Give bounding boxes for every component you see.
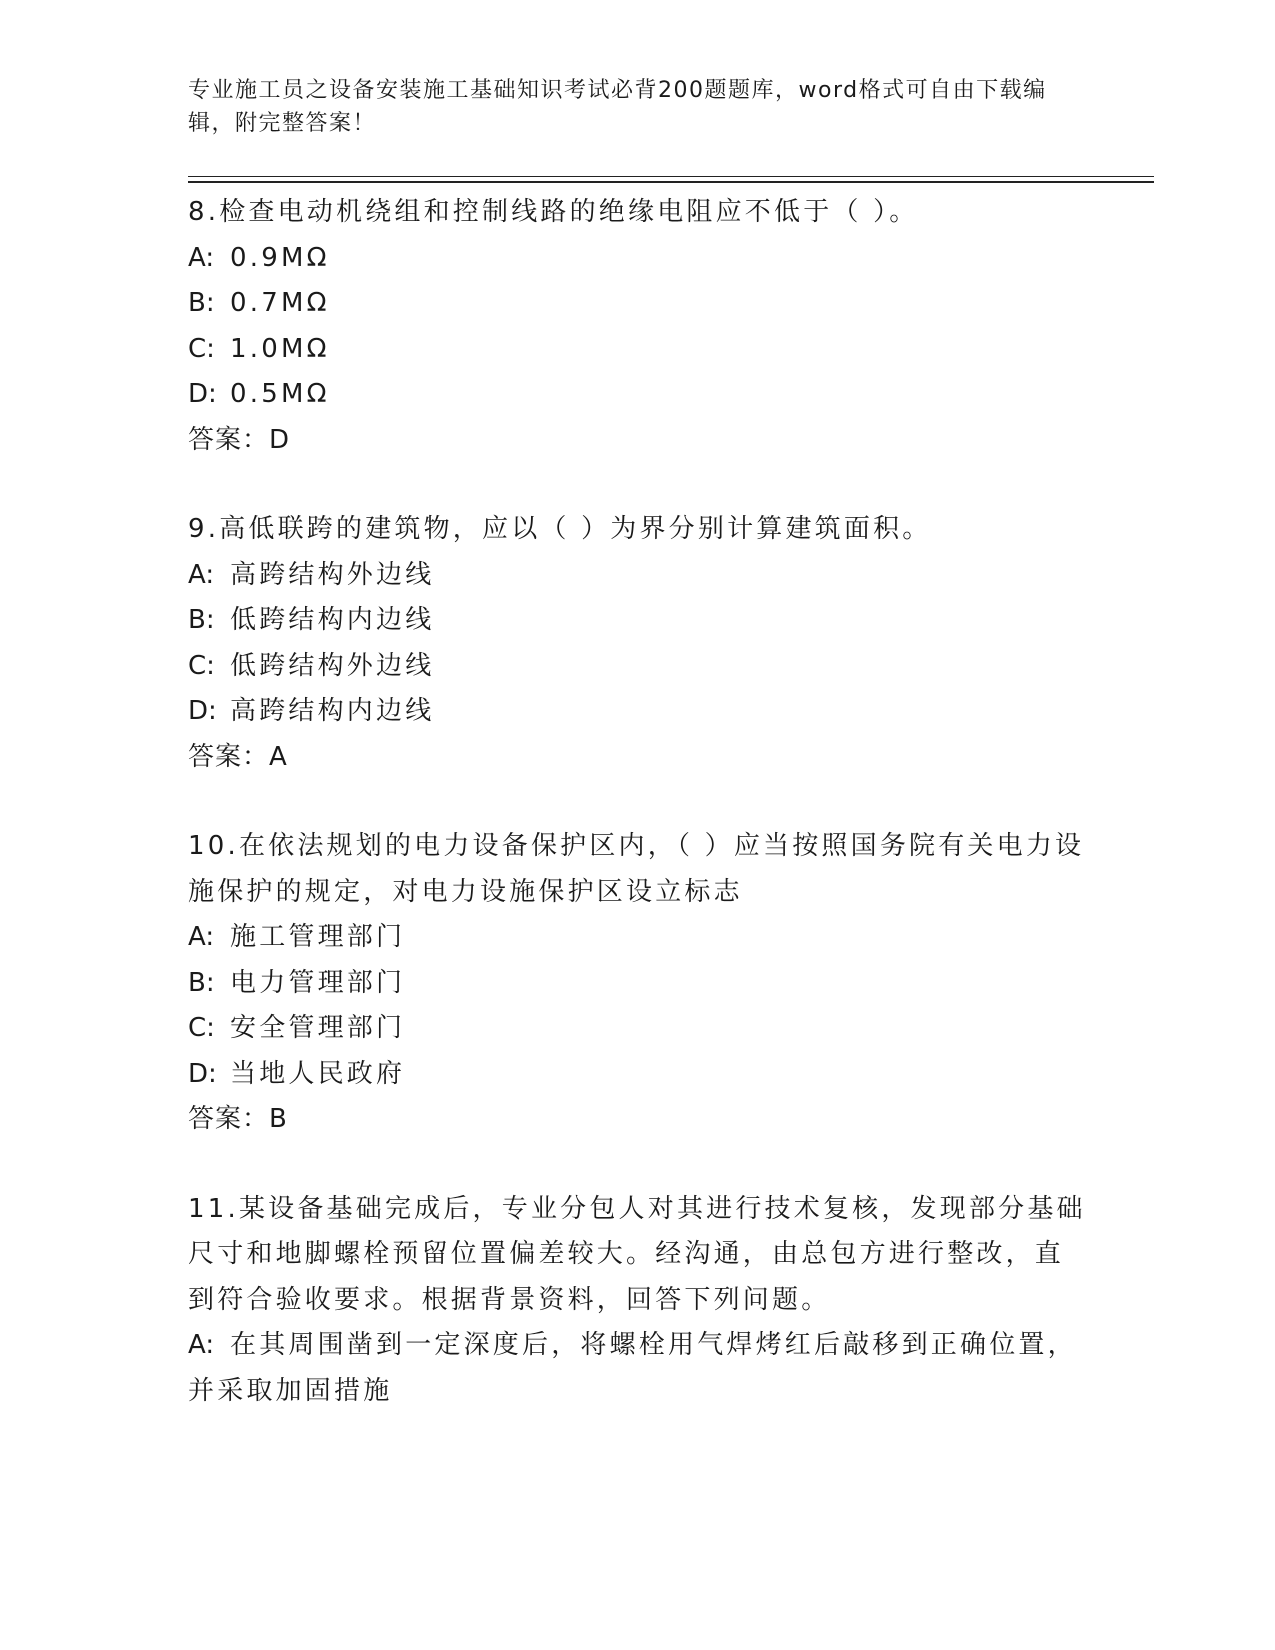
option-key: A: (188, 242, 215, 273)
answer: 答案：B (188, 1104, 288, 1134)
option-text: 1.0MΩ (230, 333, 330, 364)
answer: 答案：D (188, 424, 291, 455)
option-a (188, 236, 1088, 282)
option-text: 在其周围凿到一定深度后，将螺栓用气焊烤红后敲移到正确位置，并采取加固措施 (188, 1330, 1077, 1406)
option-text: 低跨结构外边线 (230, 650, 435, 681)
question-9 (188, 507, 1088, 780)
question-8 (188, 190, 1088, 463)
option-key: B: (188, 605, 215, 635)
question-10 (188, 824, 1088, 1143)
option-c (188, 1006, 1088, 1052)
question-11 (188, 1187, 1088, 1415)
question-list (188, 190, 1088, 1458)
option-key: A: (188, 559, 215, 590)
document-header (188, 74, 1068, 140)
option-text: 电力管理部门 (230, 967, 406, 998)
option-text: 高跨结构内边线 (230, 696, 435, 726)
option-c (188, 327, 1088, 373)
option-key: D: (188, 1058, 217, 1089)
header-divider-thin (188, 176, 1154, 177)
option-b (188, 961, 1088, 1007)
option-text: 高跨结构外边线 (230, 559, 435, 590)
option-d (188, 689, 1088, 735)
question-stem: 8.检查电动机绕组和控制线路的绝缘电阻应不低于（ ）。 (188, 197, 919, 227)
option-text: 0.9MΩ (230, 242, 330, 273)
question-stem: 10.在依法规划的电力设备保护区内，（ ）应当按照国务院有关电力设施保护的规定，对电力设施保护区设立标志 (188, 831, 1085, 907)
option-d (188, 372, 1088, 418)
option-text: 0.7MΩ (230, 288, 330, 318)
option-text: 当地人民政府 (230, 1058, 406, 1089)
header-text: 专业施工员之设备安装施工基础知识考试必背200题题库，word格式可自由下载编辑，附完整答案！ (188, 78, 1047, 136)
option-text: 施工管理部门 (230, 922, 406, 952)
option-key: A: (188, 922, 215, 952)
option-key: B: (188, 288, 215, 318)
option-key: C: (188, 333, 215, 364)
option-text: 安全管理部门 (230, 1013, 406, 1043)
option-b (188, 281, 1088, 327)
option-key: C: (188, 650, 215, 681)
option-key: D: (188, 696, 217, 726)
option-key: A: (188, 1330, 215, 1360)
option-a (188, 1323, 1088, 1414)
option-text: 低跨结构内边线 (230, 605, 435, 635)
question-stem: 11.某设备基础完成后，专业分包人对其进行技术复核，发现部分基础尺寸和地脚螺栓预留位置偏差较大。经沟通，由总包方进行整改，直到符合验收要求。根据背景资料，回答下列问题。 (188, 1193, 1086, 1315)
option-c (188, 644, 1088, 690)
question-stem: 9.高低联跨的建筑物，应以（ ）为界分别计算建筑面积。 (188, 514, 932, 544)
option-a (188, 553, 1088, 599)
header-divider-thick (188, 181, 1154, 183)
option-text: 0.5MΩ (230, 379, 330, 409)
option-key: C: (188, 1013, 215, 1043)
option-key: D: (188, 379, 217, 409)
answer: 答案：A (188, 741, 288, 772)
option-key: B: (188, 967, 215, 998)
option-a (188, 915, 1088, 961)
option-d (188, 1052, 1088, 1098)
option-b (188, 598, 1088, 644)
